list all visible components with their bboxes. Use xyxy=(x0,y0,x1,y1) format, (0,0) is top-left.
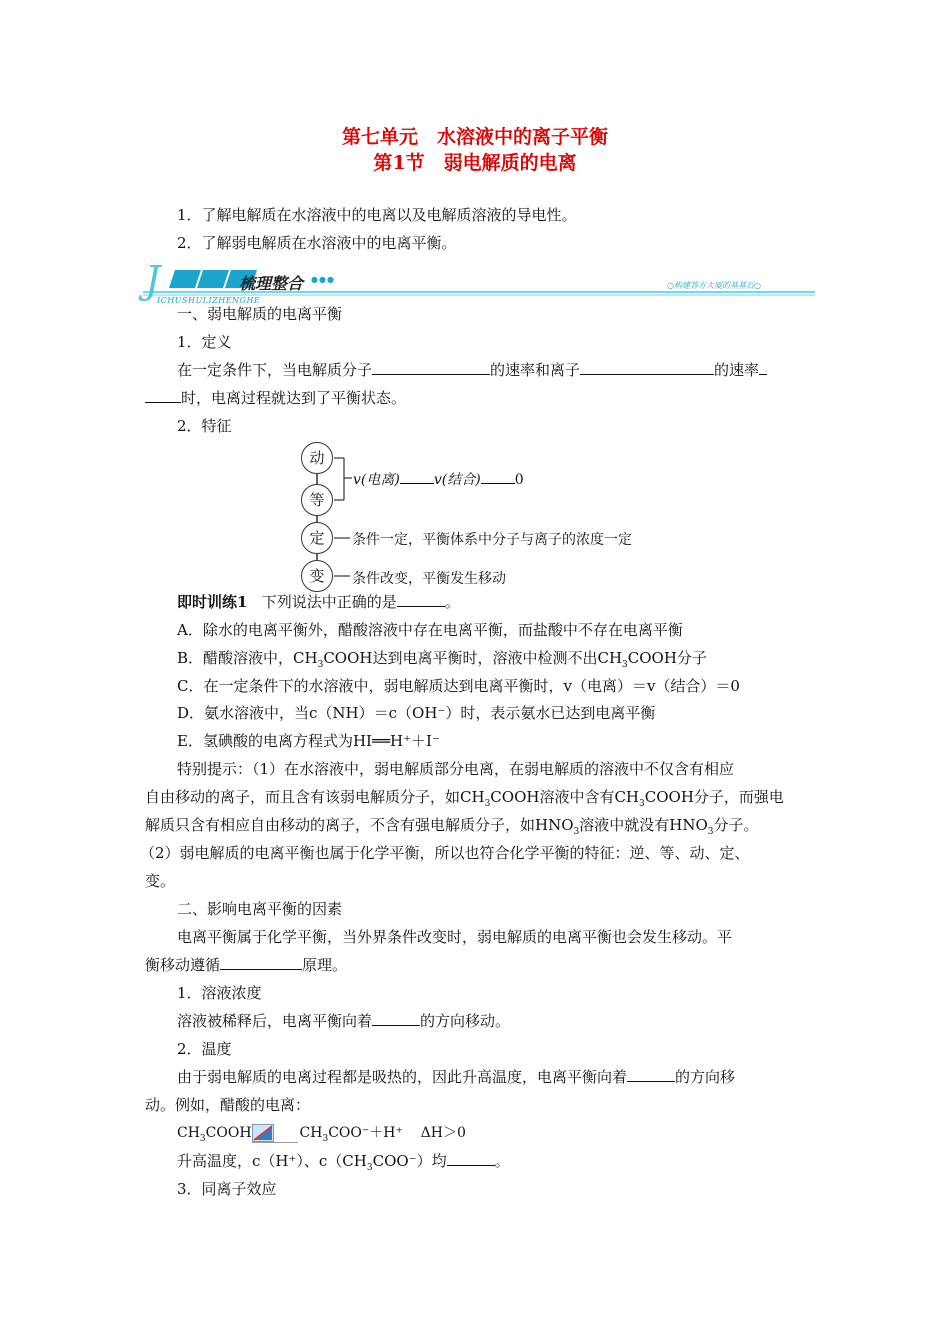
def-text-b: 的速率和离子 xyxy=(490,361,581,379)
temperature-heading: 2．温度 xyxy=(177,1040,232,1058)
def-text-a: 在一定条件下，当电解质分子 xyxy=(177,361,373,379)
tip-line2: 自由移动的离子，而且含有该弱电解质分子，如$CH_3COOH$溶液中含有$CH_3COOH$分子，而强电 xyxy=(145,788,784,809)
blank-equal[interactable] xyxy=(145,388,181,403)
unit-title: 第七单元 水溶液中的离子平衡 xyxy=(341,126,608,148)
option-d: D．氨水溶液中，当c（NH）＝c（OH⁻）时，表示氨水已达到电离平衡 xyxy=(177,704,656,722)
blank-temperature[interactable] xyxy=(627,1067,675,1082)
temperature-text-line1: 由于弱电解质的电离过程都是吸热的，因此升高温度，电离平衡向着 的方向移 xyxy=(177,1068,736,1086)
acetic-acid-equation: $CH_3COOH$ $CH_3COO^-+H^+$ ΔH＞0 xyxy=(177,1125,466,1144)
tip-line5: 变。 xyxy=(145,872,176,890)
exercise-label: 即时训练1 xyxy=(177,593,248,611)
section2-heading: 二、影响电离平衡的因素 xyxy=(177,900,343,918)
banner-letter: J xyxy=(145,258,161,302)
section-title: 第1节 弱电解质的电离 xyxy=(373,152,577,174)
option-a: A．除水的电离平衡外，醋酸溶液中存在电离平衡，而盐酸中不存在电离平衡 xyxy=(177,621,683,639)
rate-relation: v(电离) v(结合) 0 xyxy=(353,469,524,489)
bian-description: 条件改变，平衡发生移动 xyxy=(352,571,506,587)
blank-rate-1[interactable] xyxy=(400,469,434,484)
ding-description: 条件一定，平衡体系中分子与离子的浓度一定 xyxy=(352,532,632,548)
banner-dots: ●●● xyxy=(311,275,335,284)
def-text-c: 的速率 xyxy=(714,361,760,379)
blank-equal-start[interactable] xyxy=(759,360,767,375)
section-banner xyxy=(143,258,818,310)
blank-answer[interactable] xyxy=(397,592,445,607)
section2-para-line1: 电离平衡属于化学平衡，当外界条件改变时，弱电解质的电离平衡也会发生移动。平 xyxy=(177,928,733,946)
feature-diagram xyxy=(300,440,660,590)
option-b: B．醋酸溶液中，$CH_3COOH$达到电离平衡时，溶液中检测不出$CH_3COOH$分子 xyxy=(177,649,707,670)
tip-line4: （2）弱电解质的电离平衡也属于化学平衡，所以也符合化学平衡的特征：逆、等、动、定、 xyxy=(140,844,750,862)
common-ion-heading: 3．同离子效应 xyxy=(177,1180,277,1198)
section1-heading: 一、弱电解质的电离平衡 xyxy=(177,305,343,323)
concentration-heading: 1．溶液浓度 xyxy=(177,984,262,1002)
option-e: E．氢碘酸的电离方程式为HI══H⁺＋I⁻ xyxy=(177,732,440,750)
objective-1: 1．了解电解质在水溶液中的电离以及电解质溶液的导电性。 xyxy=(177,206,577,224)
feature-ding: 定 xyxy=(301,522,333,554)
definition-line2 xyxy=(145,388,406,408)
definition-heading: 1．定义 xyxy=(177,333,232,351)
enthalpy-condition: ΔH＞0 xyxy=(420,1125,466,1141)
feature-dong: 动 xyxy=(301,442,333,474)
exercise-question: 即时训练1 下列说法中正确的是 。 xyxy=(177,593,460,611)
objective-2: 2．了解弱电解质在水溶液中的电离平衡。 xyxy=(177,234,457,252)
temperature-conclusion: 升高温度，c（H⁺）、$c(CH_3COO^-)$均 。 xyxy=(177,1152,510,1173)
banner-motto: ○构建答方大厦的基基石○ xyxy=(667,281,761,290)
option-c: C．在一定条件下的水溶液中，弱电解质达到电离平衡时，v（电离）＝v（结合）＝0 xyxy=(177,677,740,695)
exercise-text: 下列说法中正确的是 xyxy=(261,593,397,611)
tip-line3: 解质只含有相应自由移动的离子，不含有强电解质分子，如$HNO_3$溶液中就没有$HNO_3$分子。 xyxy=(145,816,759,837)
blank-combine-rate[interactable] xyxy=(580,360,714,375)
blank-dilution[interactable] xyxy=(372,1011,420,1026)
concentration-text: 溶液被稀释后，电离平衡向着 的方向移动。 xyxy=(177,1012,511,1030)
feature-deng: 等 xyxy=(301,484,333,516)
def-text-d: 时，电离过程就达到了平衡状态。 xyxy=(181,389,407,407)
blank-concentration-change[interactable] xyxy=(447,1151,495,1166)
definition-line1 xyxy=(177,360,767,380)
banner-title: 梳理整合 xyxy=(239,274,304,293)
tip-line1: 特别提示：（1）在水溶液中，弱电解质部分电离，在弱电解质的溶液中不仅含有相应 xyxy=(177,760,735,778)
equilibrium-arrow-icon xyxy=(252,1124,298,1143)
blank-ionize-rate[interactable] xyxy=(372,360,490,375)
section2-para-line2: 衡移动遵循 原理。 xyxy=(145,956,348,974)
feature-bian: 变 xyxy=(301,560,333,592)
blank-principle[interactable] xyxy=(220,955,302,970)
blank-rate-2[interactable] xyxy=(481,469,515,484)
temperature-text-line2: 动。例如，醋酸的电离： xyxy=(145,1096,311,1114)
banner-pinyin: ICHUSHULIZHENGHE xyxy=(157,296,261,305)
feature-heading: 2．特征 xyxy=(177,417,232,435)
